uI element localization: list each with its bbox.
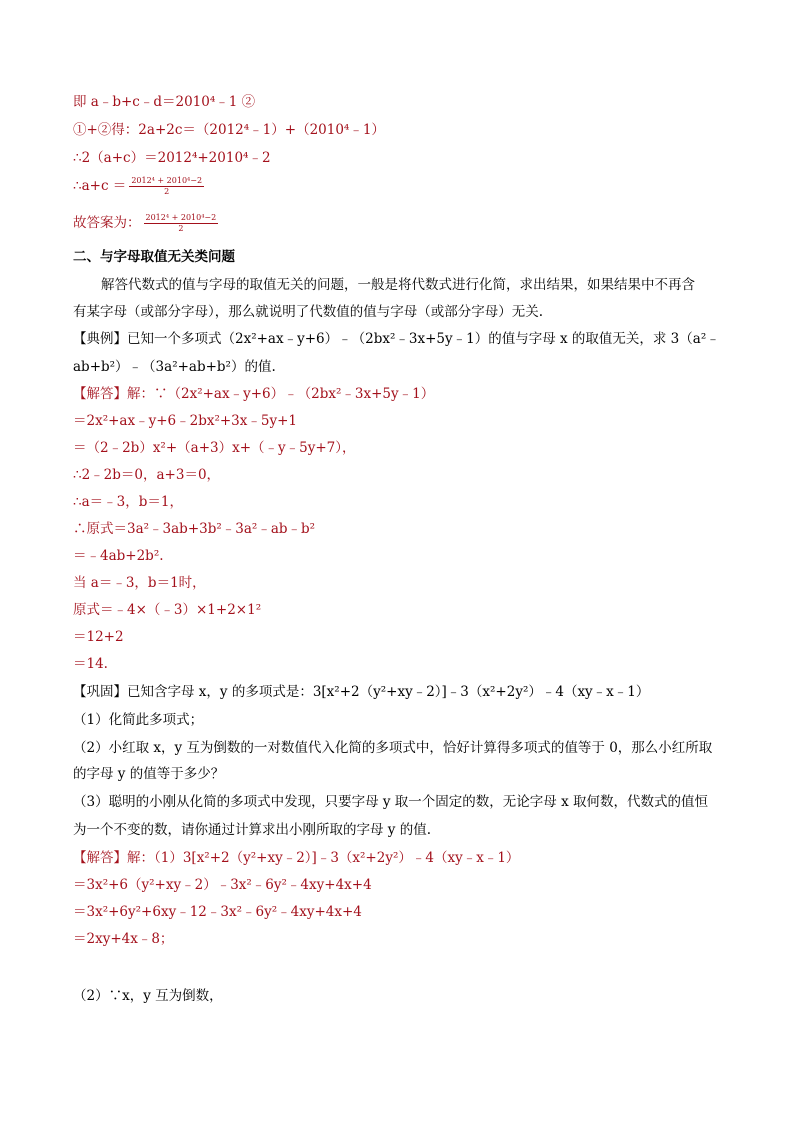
line-text: 即 a﹣b+c﹣d＝2010⁴﹣1 ②: [73, 94, 256, 110]
line-text: （2）小红取 x，y 互为倒数的一对数值代入化简的多项式中，恰好计算得多项式的值等于 0，那么小红所取: [73, 740, 713, 756]
fraction: [144, 213, 219, 234]
text-line: [73, 438, 356, 458]
line-text: 原式＝﹣4×（﹣3）×1+2×1²: [73, 602, 262, 618]
text-line: [73, 764, 224, 784]
fraction-denominator: 2: [164, 187, 170, 196]
text-line: [73, 492, 183, 512]
fraction-numerator: 2012⁴ + 2010⁴−2: [131, 176, 203, 185]
line-text: ∴2﹣2b＝0，a+3＝0，: [73, 467, 221, 483]
line-text: ＝﹣4ab+2b².: [73, 548, 164, 564]
line-text: ＝12+2: [73, 629, 124, 645]
line-text: ∴a+c ＝: [73, 178, 127, 194]
text-line: [73, 627, 124, 647]
text-line: [73, 792, 708, 812]
text-line: [73, 213, 218, 234]
text-line: [73, 929, 173, 949]
text-line: [73, 411, 297, 431]
text-line: [73, 986, 223, 1006]
line-text: 为一个不变的数，请你通过计算求出小刚所取的字母 y 的值.: [73, 822, 431, 838]
text-line: [73, 902, 362, 922]
line-text: （2）∵x，y 互为倒数，: [73, 988, 223, 1004]
line-text: ＝2x²+ax﹣y+6﹣2bx²+3x﹣5y+1: [73, 413, 298, 429]
text-line: [73, 654, 108, 674]
text-line: [73, 148, 271, 168]
text-line: [73, 875, 372, 895]
text-line: [73, 820, 431, 840]
line-text: 故答案为：: [73, 215, 141, 231]
line-text: ∴2（a+c）＝2012⁴+2010⁴﹣2: [73, 150, 271, 166]
text-line: [73, 176, 204, 197]
line-text: ＝3x²+6y²+6xy﹣12﹣3x²﹣6y²﹣4xy+4x+4: [73, 904, 362, 920]
line-text: 【解答】解：∵（2x²+ax﹣y+6）﹣（2bx²﹣3x+5y﹣1）: [73, 386, 435, 402]
fraction-numerator: 2012⁴ + 2010⁴−2: [145, 213, 217, 222]
line-text: ①+②得：2a+2c＝（2012⁴﹣1）+（2010⁴﹣1）: [73, 122, 385, 138]
line-text: （1）化简此多项式；: [73, 712, 204, 728]
text-line: [73, 120, 385, 140]
line-text: ab+b²）﹣（3a²+ab+b²）的值.: [73, 359, 276, 375]
text-line: [73, 247, 235, 267]
line-text: （3）聪明的小刚从化简的多项式中发现，只要字母 y 取一个固定的数，无论字母 x 取何数，代数式的值恒: [73, 794, 708, 810]
line-text: 有某字母（或部分字母），那么就说明了代数值的值与字母（或部分字母）无关.: [73, 304, 544, 320]
fraction-denominator: 2: [178, 224, 184, 233]
text-line: [73, 682, 649, 702]
text-line: [101, 275, 695, 295]
text-line: [73, 92, 255, 112]
line-text: ＝14.: [73, 656, 108, 672]
line-text: ＝（2﹣2b）x²+（a+3）x+（﹣y﹣5y+7），: [73, 440, 356, 456]
line-text: ∴a＝﹣3，b＝1，: [73, 494, 183, 510]
fraction: [129, 176, 204, 197]
line-text: 的字母 y 的值等于多少？: [73, 766, 225, 782]
text-line: [73, 465, 220, 485]
line-text: 【解答】解：（1）3[x²+2（y²+xy﹣2）]﹣3（x²+2y²）﹣4（xy﹣x﹣1）: [73, 850, 520, 866]
line-text: ＝2xy+4x﹣8；: [73, 931, 174, 947]
text-line: [73, 546, 164, 566]
text-line: [73, 600, 261, 620]
line-text: 【巩固】已知含字母 x，y 的多项式是：3[x²+2（y²+xy﹣2）]﹣3（x²+2y²）﹣4（xy﹣x﹣1）: [73, 684, 650, 700]
text-line: [73, 384, 434, 404]
text-line: [73, 738, 712, 758]
text-line: [73, 573, 206, 593]
line-text: 【典例】已知一个多项式（2x²+ax﹣y+6）﹣（2bx²﹣3x+5y﹣1）的值与字母 x 的取值无关，求 3（a²﹣: [73, 331, 720, 347]
text-line: [73, 329, 720, 349]
line-text: 解答代数式的值与字母的取值无关的问题，一般是将代数式进行化简，求出结果，如果结果中不再含: [101, 277, 695, 293]
text-line: [73, 519, 315, 539]
line-text: ∴原式＝3a²﹣3ab+3b²﹣3a²﹣ab﹣b²: [73, 521, 316, 537]
line-text: 二、与字母取值无关类问题: [73, 249, 235, 265]
text-line: [73, 302, 543, 322]
line-text: 当 a＝﹣3，b＝1时，: [73, 575, 206, 591]
text-line: [73, 848, 519, 868]
text-line: [73, 357, 276, 377]
text-line: [73, 710, 203, 730]
line-text: ＝3x²+6（y²+xy﹣2）﹣3x²﹣6y²﹣4xy+4x+4: [73, 877, 372, 893]
